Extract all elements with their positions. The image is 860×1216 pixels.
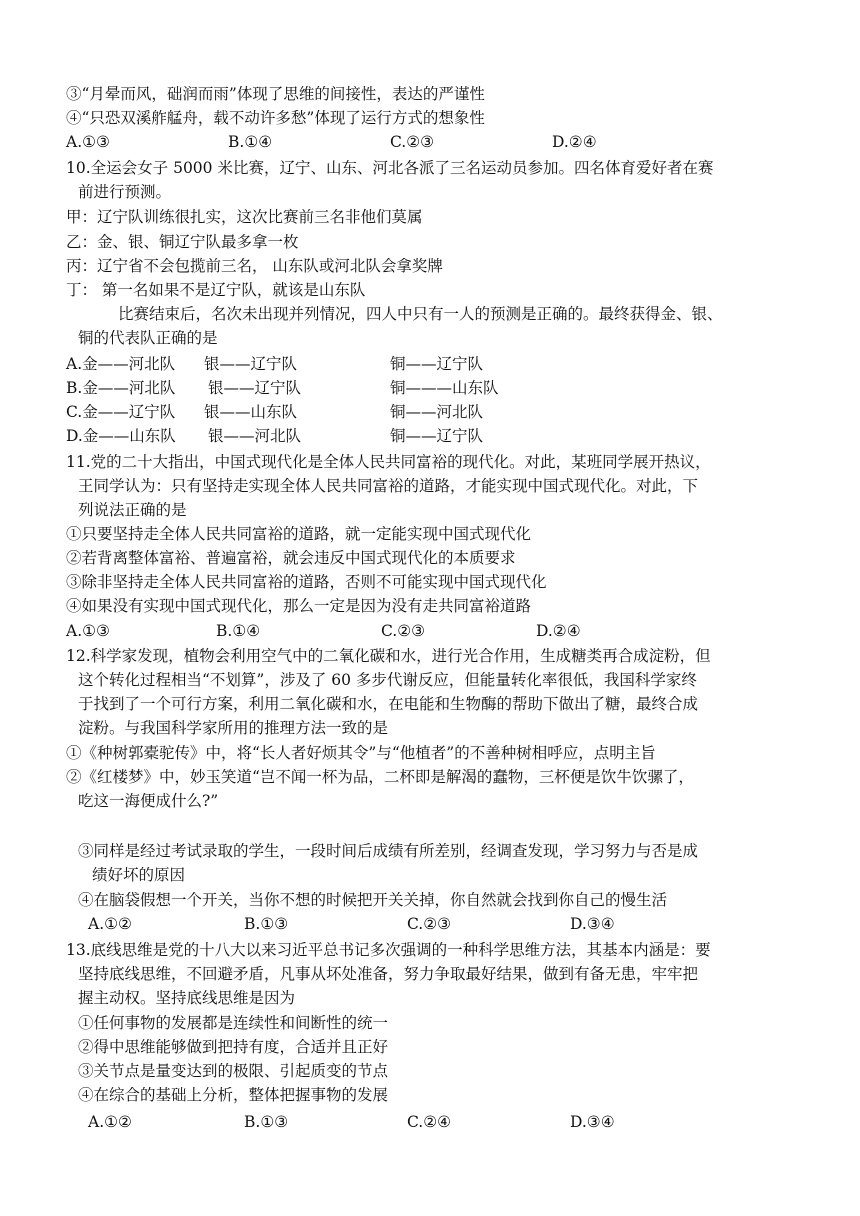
q12-item-3-line-2: 绩好坏的原因 [92, 866, 186, 884]
q10-stem-line-2: 前进行预测。 [78, 183, 172, 201]
q12-item-1: ①《种树郭橐驼传》中，将“长人者好烦其令”与“他植者”的不善种树相呼应，点明主旨 [66, 744, 656, 762]
q12-option-c: C.②③ [407, 915, 452, 933]
q9-option-b: B.①④ [228, 133, 273, 151]
q10-prediction-bing: 丙：辽宁省不会包揽前三名， 山东队或河北队会拿奖牌 [66, 257, 443, 275]
q13-stem-line-3: 握主动权。坚持底线思维是因为 [78, 989, 296, 1007]
q10-option-a-silver: 银——辽宁队 [204, 355, 298, 373]
q10-description-line-2: 铜的代表队正确的是 [78, 329, 218, 347]
q10-option-c-silver: 银——山东队 [204, 403, 298, 421]
q9-item-3: ③“月晕而风，础润而雨”体现了思维的间接性，表达的严谨性 [66, 85, 485, 103]
q10-option-b-gold: B.金——河北队 [66, 379, 176, 397]
q13-item-3: ③关节点是量变达到的极限、引起质变的节点 [78, 1062, 389, 1080]
q13-item-4: ④在综合的基础上分析，整体把握事物的发展 [78, 1086, 389, 1104]
q13-stem-line-2: 坚持底线思维，不回避矛盾，凡事从坏处准备，努力争取最好结果，做到有备无患，牢牢把 [78, 965, 699, 983]
q12-item-2-line-2: 吃这一海便成什么?” [78, 792, 219, 810]
q11-item-2: ②若背离整体富裕、普遍富裕，就会违反中国式现代化的本质要求 [66, 549, 516, 567]
q10-option-c-gold: C.金——辽宁队 [66, 403, 176, 421]
q11-option-b: B.①④ [216, 622, 261, 640]
q10-stem-line-1: 10.全运会女子 5000 米比赛，辽宁、山东、河北各派了三名运动员参加。四名体育爱好者在赛 [66, 159, 714, 177]
q12-stem-line-2: 这个转化过程相当“不划算”，涉及了 60 多步代谢反应，但能量转化率很低，我国科学家终 [78, 671, 697, 689]
q11-item-1: ①只要坚持走全体人民共同富裕的道路，就一定能实现中国式现代化 [66, 525, 532, 543]
q11-option-d: D.②④ [536, 622, 581, 640]
q10-option-b-bronze: 铜———山东队 [390, 379, 499, 397]
q10-prediction-yi: 乙：金、银、铜辽宁队最多拿一枚 [66, 233, 299, 251]
q13-option-c: C.②④ [407, 1113, 452, 1131]
q10-option-d-gold: D.金——山东队 [66, 427, 176, 445]
q11-stem-line-1: 11.党的二十大指出，中国式现代化是全体人民共同富裕的现代化。对此，某班同学展开热议， [66, 453, 711, 471]
q12-stem-line-3: 于找到了一个可行方案，利用二氧化碳和水，在电能和生物酶的帮助下做出了糖，最终合成 [78, 695, 699, 713]
q12-stem-line-4: 淀粉。与我国科学家所用的推理方法一致的是 [78, 719, 389, 737]
q10-option-d-bronze: 铜——辽宁队 [390, 427, 484, 445]
q11-option-c: C.②③ [381, 622, 426, 640]
q12-item-3-line-1: ③同样是经过考试录取的学生，一段时间后成绩有所差别，经调查发现，学习努力与否是成 [78, 842, 699, 860]
q12-item-2-line-1: ②《红楼梦》中，妙玉笑道“岂不闻一杯为品，二杯即是解渴的蠢物，三杯便是饮牛饮骡了， [66, 768, 694, 786]
q12-option-a: A.①② [88, 915, 132, 933]
q13-option-d: D.③④ [570, 1113, 615, 1131]
q12-option-d: D.③④ [570, 915, 615, 933]
q10-prediction-ding: 丁： 第一名如果不是辽宁队，就该是山东队 [66, 281, 366, 299]
q12-item-4: ④在脑袋假想一个开关，当你不想的时候把开关关掉，你自然就会找到你自己的慢生活 [78, 891, 668, 909]
q10-prediction-jia: 甲：辽宁队训练很扎实，这次比赛前三名非他们莫属 [66, 208, 423, 226]
q13-item-1: ①任何事物的发展都是连续性和间断性的统一 [78, 1014, 389, 1032]
q10-option-a-bronze: 铜——辽宁队 [390, 355, 484, 373]
q11-stem-line-2: 王同学认为：只有坚持走实现全体人民共同富裕的道路，才能实现中国式现代化。对此，下 [78, 477, 699, 495]
q11-stem-line-3: 列说法正确的是 [78, 501, 187, 519]
q12-stem-line-1: 12.科学家发现，植物会利用空气中的二氧化碳和水，进行光合作用，生成糖类再合成淀粉，但 [66, 647, 711, 665]
q13-stem-line-1: 13.底线思维是党的十八大以来习近平总书记多次强调的一种科学思维方法，其基本内涵是：要 [66, 941, 711, 959]
q9-option-d: D.②④ [552, 133, 597, 151]
q12-option-b: B.①③ [244, 915, 289, 933]
q13-item-2: ②得中思维能够做到把持有度，合适并且正好 [78, 1038, 389, 1056]
q13-option-b: B.①③ [244, 1113, 289, 1131]
q11-item-3: ③除非坚持走全体人民共同富裕的道路，否则不可能实现中国式现代化 [66, 573, 547, 591]
q9-option-c: C.②③ [390, 133, 435, 151]
q11-option-a: A.①③ [66, 622, 110, 640]
q9-option-a: A.①③ [66, 133, 110, 151]
q10-option-c-bronze: 铜——河北队 [390, 403, 484, 421]
q10-option-d-silver: 银——河北队 [208, 427, 302, 445]
q10-option-a-gold: A.金——河北队 [66, 355, 176, 373]
q9-item-4: ④“只恐双溪舴艋舟，载不动许多愁”体现了运行方式的想象性 [66, 109, 485, 127]
q13-option-a: A.①② [88, 1113, 132, 1131]
q10-description-line-1: 比赛结束后，名次未出现并列情况，四人中只有一人的预测是正确的。最终获得金、银、 [118, 305, 723, 323]
q11-item-4: ④如果没有实现中国式现代化，那么一定是因为没有走共同富裕道路 [66, 597, 532, 615]
q10-option-b-silver: 银——辽宁队 [208, 379, 302, 397]
